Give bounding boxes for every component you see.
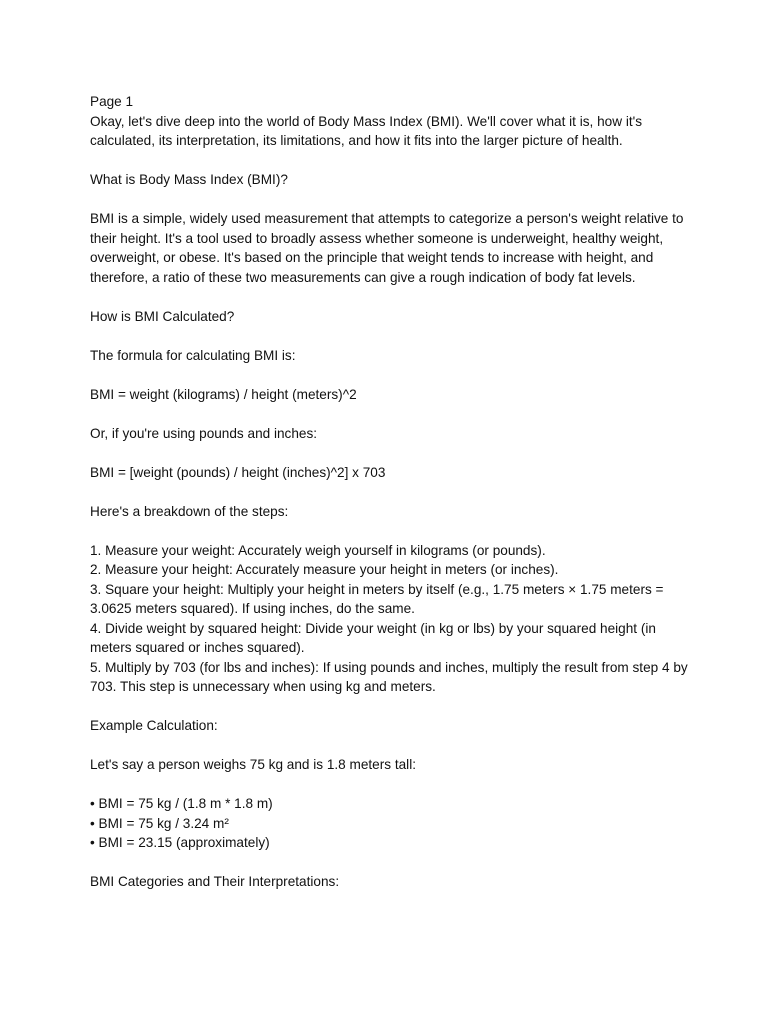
- spacer: [90, 190, 690, 210]
- what-is-bmi-body: BMI is a simple, widely used measurement that attempts to categorize a person's weight relative to their height. It's a tool used to broadly assess whether someone is underweight, healthy weight, overweight, or obese. It's based on the principle that weight tends to increase with height, and therefore, a ratio of these two measurements can give a rough indication of body fat levels.: [90, 211, 684, 285]
- steps-intro: Here's a breakdown of the steps:: [90, 503, 289, 519]
- intro-paragraph: Okay, let's dive deep into the world of Body Mass Index (BMI). We'll cover what it is, how it's calculated, its interpretation, its limitations, and how it fits into the larger picture of health.: [90, 113, 643, 148]
- document-page: [90, 92, 690, 892]
- spacer: [90, 736, 690, 756]
- example-heading: Example Calculation:: [90, 718, 218, 733]
- example-bullet: • BMI = 75 kg / 3.24 m²: [90, 815, 229, 831]
- spacer: [90, 365, 690, 385]
- step-item: 5. Multiply by 703 (for lbs and inches): If using pounds and inches, multiply the result from step 4 by 703. This step is unnecessary when using kg and meters.: [90, 659, 688, 694]
- step-item: 3. Square your height: Multiply your height in meters by itself (e.g., 1.75 meters × 1.75 meters = 3.0625 meters squared). If using inches, do the same.: [90, 581, 664, 616]
- spacer: [90, 697, 690, 717]
- categories-heading: BMI Categories and Their Interpretations:: [90, 874, 340, 889]
- how-calculated-heading: How is BMI Calculated?: [90, 308, 235, 324]
- step-item: 2. Measure your height: Accurately measure your height in meters (or inches).: [90, 562, 559, 577]
- example-bullet: • BMI = 23.15 (approximately): [90, 835, 270, 850]
- step-item: 4. Divide weight by squared height: Divide your weight (in kg or lbs) by your squared height (in meters squared or inches squared).: [90, 620, 656, 655]
- spacer: [90, 521, 690, 541]
- formula-intro: The formula for calculating BMI is:: [90, 347, 296, 363]
- example-intro: Let's say a person weighs 75 kg and is 1.8 meters tall:: [90, 757, 416, 772]
- spacer: [90, 775, 690, 795]
- formula-imperial: BMI = [weight (pounds) / height (inches)^2] x 703: [90, 464, 386, 480]
- spacer: [90, 404, 690, 424]
- what-is-bmi-heading: What is Body Mass Index (BMI)?: [90, 172, 288, 187]
- spacer: [90, 326, 690, 346]
- spacer: [90, 287, 690, 307]
- formula-metric: BMI = weight (kilograms) / height (meters)^2: [90, 386, 357, 402]
- step-item: 1. Measure your weight: Accurately weigh yourself in kilograms (or pounds).: [90, 542, 546, 558]
- spacer: [90, 482, 690, 502]
- page-label: Page 1: [90, 94, 134, 109]
- spacer: [90, 151, 690, 171]
- spacer: [90, 443, 690, 463]
- spacer: [90, 853, 690, 873]
- imperial-intro: Or, if you're using pounds and inches:: [90, 425, 318, 441]
- example-bullet: • BMI = 75 kg / (1.8 m * 1.8 m): [90, 796, 273, 811]
